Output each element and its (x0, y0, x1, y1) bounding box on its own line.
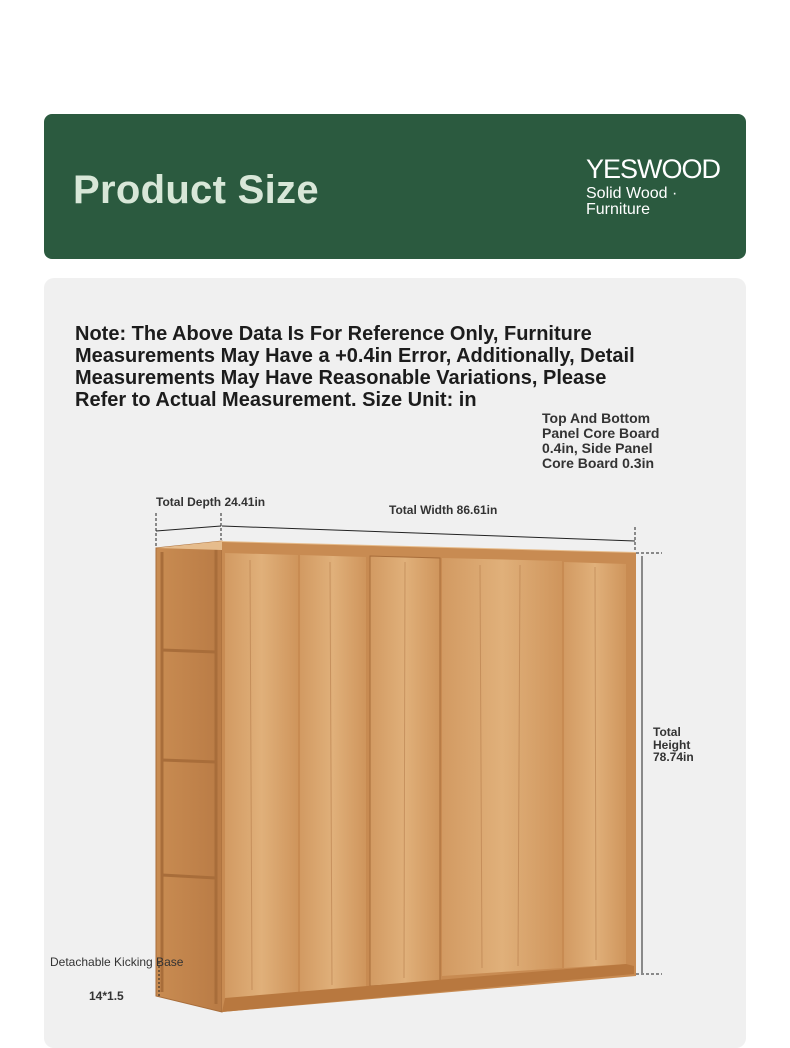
brand-name: YESWOOD (586, 154, 721, 184)
kicking-base-label: Detachable Kicking Base (50, 955, 184, 969)
total-depth-label: Total Depth 24.41in (156, 495, 266, 509)
total-height-label: Total Height 78.74in (653, 725, 694, 764)
page-title: Product Size (73, 168, 319, 212)
kicking-base-size: 14*1.5 (89, 989, 124, 1003)
brand-tagline: Solid Wood · Furniture (586, 185, 678, 218)
wardrobe-illustration (156, 541, 636, 1012)
reference-note: Note: The Above Data Is For Reference Only, Furniture Measurements May Have a +0.4in Error, Additionally, Detail Measurements May Have Reasonable Variations, Please Refer to Actual Measurement. Size Unit: in (75, 323, 635, 411)
total-width-label: Total Width 86.61in (389, 503, 498, 517)
core-board-note: Top And Bottom Panel Core Board 0.4in, Side Panel Core Board 0.3in (542, 410, 660, 471)
